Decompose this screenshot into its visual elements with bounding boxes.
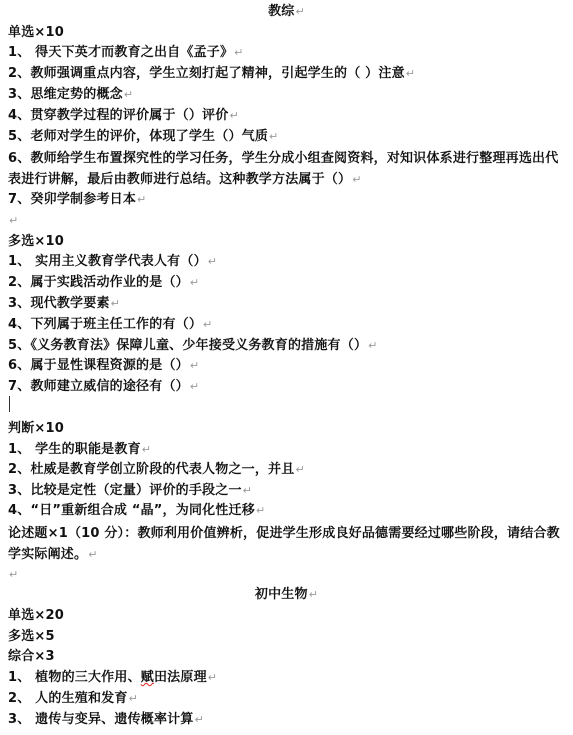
single-choice-count: 单选×20	[8, 608, 64, 623]
title-text: 初中生物	[254, 587, 308, 602]
empty-paragraph: ↵	[9, 568, 19, 581]
list-item: 4、下列属于班主任工作的有（）↵	[8, 317, 213, 332]
section-title-jiaozong	[0, 3, 573, 21]
list-item: 2、杜威是教育学创立阶段的代表人物之一，并且↵	[8, 462, 305, 477]
list-item: 3、思维定势的概念↵	[8, 87, 134, 102]
list-item: 6、教师给学生布置探究性的学习任务，学生分成小组查阅资料，对知识体系进行整理再选出代表进行讲解，最后由教师进行总结。这种教学方法属于（）↵	[8, 151, 559, 187]
empty-paragraph: ↵	[9, 214, 19, 227]
list-item: 1、 得天下英才而教育之出自《孟子》↵	[8, 45, 244, 60]
list-item: 3、比较是定性（定量）评价的手段之一↵	[8, 483, 253, 498]
list-item: 6、属于显性课程资源的是（）↵	[8, 358, 200, 373]
title-text: 教综	[268, 4, 295, 19]
list-item: 2、教师强调重点内容，学生立刻打起了精神，引起学生的（ ）注意↵	[8, 66, 416, 81]
multiple-choice-header: 多选×10	[8, 234, 64, 249]
list-item: 1、 学生的职能是教育↵	[8, 442, 152, 457]
list-item: 2、属于实践活动作业的是（）↵	[8, 275, 200, 290]
section-title-biology: 初中生物↵	[254, 587, 319, 602]
paragraph-mark: ↵	[295, 5, 305, 18]
list-item: 5、老师对学生的评价，体现了学生（）气质↵	[8, 129, 279, 144]
list-item: 5、《义务教育法》保障儿童、少年接受义务教育的措施有（）↵	[8, 338, 378, 353]
list-item: 7、癸卯学制参考日本↵	[8, 192, 147, 207]
list-item: 1、 实用主义教育学代表人有（）↵	[8, 254, 218, 269]
list-item: 3、 遗传与变异、遗传概率计算↵	[8, 712, 204, 727]
list-item: 4、贯穿教学过程的评价属于（）评价↵	[8, 108, 239, 123]
list-item: 3、现代教学要素↵	[8, 296, 121, 311]
list-item: 4、“日”重新组合成 “晶”，为同化性迁移↵	[8, 503, 266, 518]
multiple-choice-count: 多选×5	[8, 629, 55, 644]
true-false-header: 判断×10	[8, 421, 64, 436]
essay-question: 论述题×1（10 分）：教师利用价值辨析，促进学生形成良好品德需要经过哪些阶段，请结合教学实际阐述。↵	[8, 526, 560, 562]
spelling-error[interactable]: 赋	[140, 670, 154, 685]
single-choice-header: 单选×10	[8, 25, 64, 40]
list-item: 1、 植物的三大作用、赋田法原理↵	[8, 670, 218, 685]
list-item: 7、教师建立威信的途径有（）↵	[8, 379, 200, 394]
text-cursor[interactable]	[9, 396, 10, 412]
list-item: 2、 人的生殖和发育↵	[8, 691, 138, 706]
comprehensive-count: 综合×3	[8, 649, 55, 664]
